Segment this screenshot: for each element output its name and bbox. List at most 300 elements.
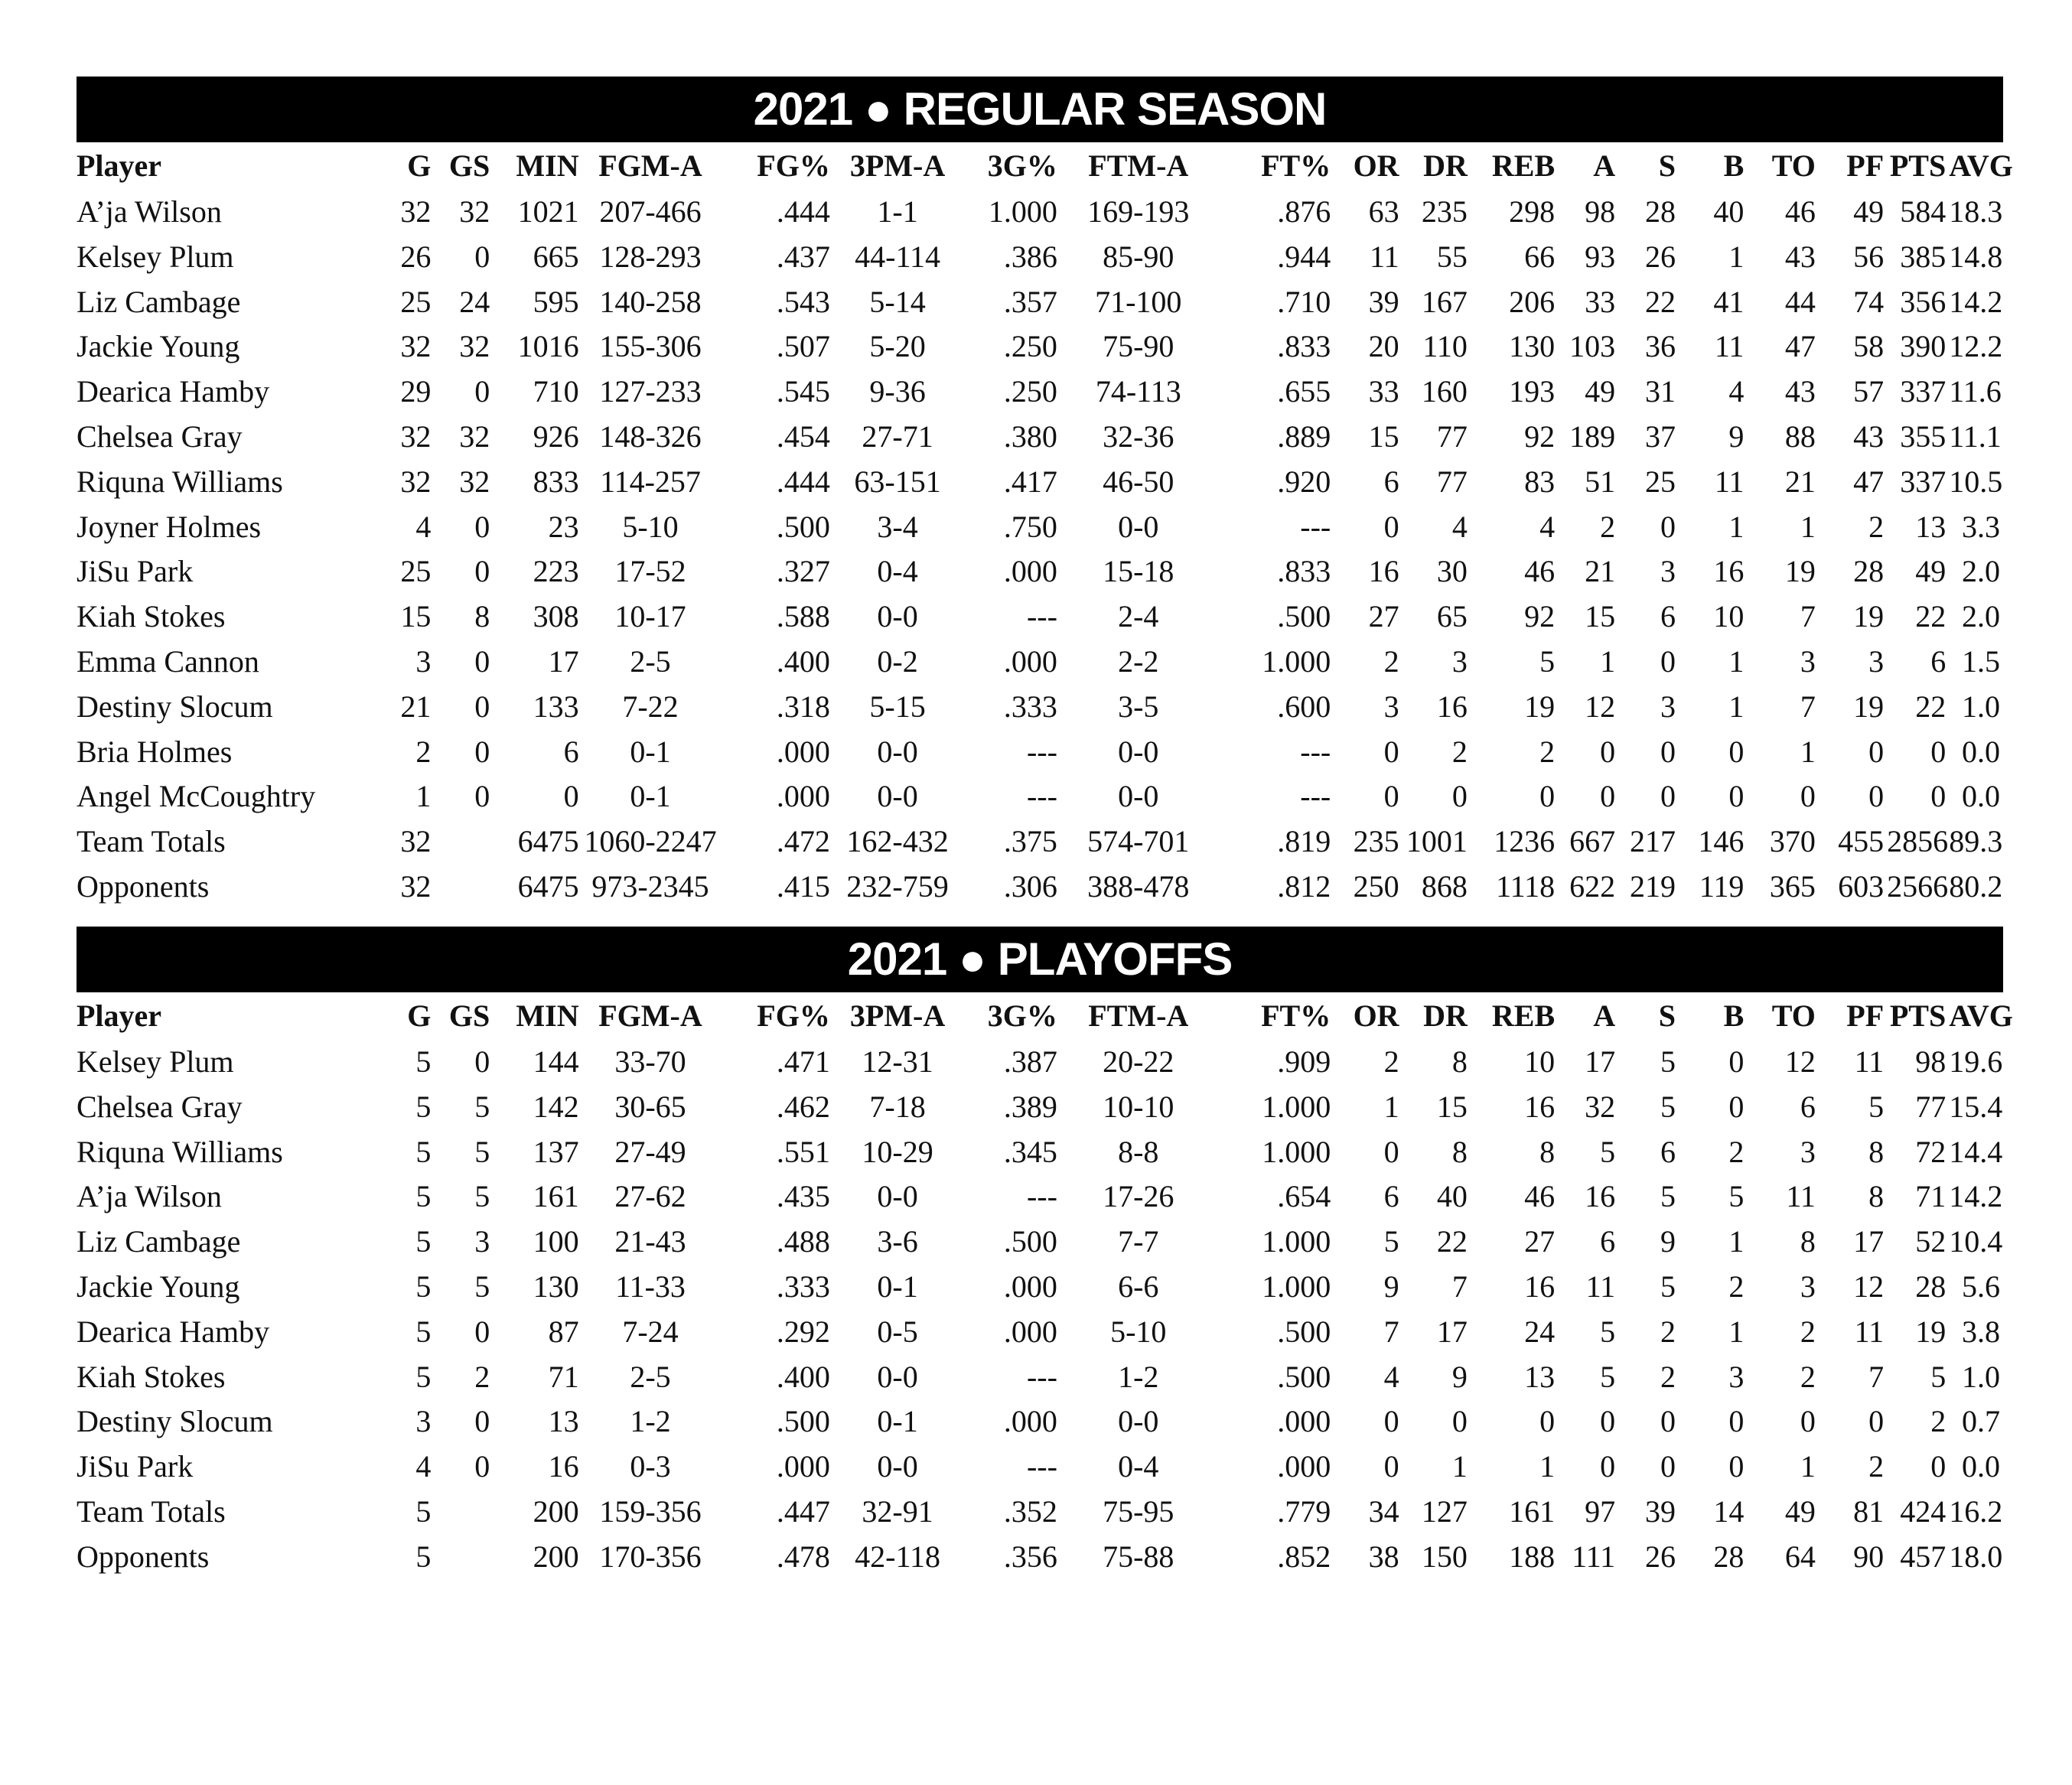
stat-cell: 36 [1645, 329, 1676, 364]
stat-cell: 1-1 [877, 194, 918, 229]
stat-cell: 64 [1784, 1539, 1816, 1574]
table-row [77, 1085, 2003, 1130]
stat-cell: 9 [1660, 1224, 1676, 1259]
stat-cell: 1 [1728, 509, 1745, 544]
stat-cell: 7 [1383, 1314, 1399, 1349]
stat-cell: 148-326 [599, 419, 702, 454]
column-header-fgm-a: FGM-A [598, 148, 702, 183]
stat-cell: 1.0 [1962, 1359, 2000, 1394]
stat-cell: 388-478 [1087, 868, 1190, 904]
stat-cell: 162-432 [846, 824, 949, 859]
stat-cell: 44-114 [855, 239, 940, 274]
stat-cell: 39 [1368, 284, 1399, 319]
stat-cell: 0-4 [877, 554, 918, 589]
stat-cell: 0 [1930, 779, 1947, 814]
stat-cell: .333 [1003, 689, 1057, 724]
stat-cell: .500 [1003, 1224, 1057, 1259]
stat-cell: .292 [776, 1314, 830, 1349]
stat-cell: 0-1 [877, 1404, 918, 1439]
stat-cell: 74-113 [1095, 374, 1181, 409]
stat-cell: 2566 [1887, 868, 1949, 904]
stat-cell: .000 [1003, 1269, 1057, 1304]
stat-cell: 3 [1451, 643, 1468, 679]
stat-cell: 1.000 [1262, 1269, 1331, 1304]
player-name-cell: Opponents [77, 868, 210, 904]
stat-cell: .444 [776, 194, 830, 229]
stat-cell: 5 [1868, 1089, 1885, 1124]
stat-cell: 87 [548, 1314, 579, 1349]
stat-cell: .400 [776, 1359, 830, 1394]
stat-cell: 7-18 [869, 1089, 926, 1124]
stat-cell: 30 [1436, 554, 1468, 589]
stat-cell: 1236 [1494, 824, 1556, 859]
stat-cell: .000 [1003, 643, 1057, 679]
stat-cell: 2-4 [1118, 599, 1159, 634]
stat-cell: .417 [1003, 464, 1057, 499]
stat-cell: 0 [1728, 1404, 1745, 1439]
player-name-cell: Jackie Young [77, 329, 240, 364]
stat-cell: 0 [1660, 734, 1676, 769]
stat-cell: 15 [1368, 419, 1399, 454]
stat-cell: 5 [415, 1179, 432, 1214]
stat-cell: .909 [1277, 1044, 1331, 1079]
stat-cell: 2856 [1887, 824, 1949, 859]
player-name-cell: Chelsea Gray [77, 419, 243, 454]
stat-cell: 28 [1713, 1539, 1745, 1574]
stat-cell: 5 [1600, 1134, 1616, 1169]
stat-cell: 3 [1660, 689, 1676, 724]
stat-cell: .889 [1277, 419, 1331, 454]
stat-cell: 2 [1539, 734, 1556, 769]
stat-cell: .750 [1003, 509, 1057, 544]
stat-cell: 1 [1800, 734, 1816, 769]
stat-cell: 30-65 [614, 1089, 686, 1124]
table-row [77, 594, 2003, 640]
table-row [77, 1174, 2003, 1220]
stat-cell: 2 [1800, 1359, 1816, 1394]
stat-cell: 0 [1868, 779, 1885, 814]
regular-season-rows [77, 190, 2003, 910]
stat-cell: 1.000 [1262, 1134, 1331, 1169]
regular-season-banner: 2021 ● REGULAR SEASON [77, 77, 2003, 142]
column-header-min: MIN [516, 148, 579, 183]
stat-cell: --- [1300, 734, 1331, 769]
stat-cell: .454 [776, 419, 830, 454]
stat-cell: .920 [1277, 464, 1331, 499]
column-header-ft-: FT% [1261, 148, 1331, 183]
stat-cell: 5 [415, 1539, 432, 1574]
stat-cell: 455 [1838, 824, 1885, 859]
stat-cell: 71 [548, 1359, 579, 1394]
stat-cell: 217 [1630, 824, 1676, 859]
stat-cell: 65 [1436, 599, 1468, 634]
stat-cell: 3 [1868, 643, 1885, 679]
stat-cell: 2 [1383, 643, 1399, 679]
stat-cell: 235 [1353, 824, 1399, 859]
table-row [77, 730, 2003, 775]
column-header-fg-: FG% [757, 998, 830, 1033]
table-row [77, 1130, 2003, 1175]
stat-cell: 0-5 [877, 1314, 918, 1349]
column-header-3pm-a: 3PM-A [849, 148, 946, 183]
table-row [77, 1535, 2003, 1580]
stat-cell: .415 [776, 868, 830, 904]
stat-cell: 16 [1524, 1269, 1556, 1304]
stat-cell: 49 [1915, 554, 1947, 589]
stat-cell: 16 [1368, 554, 1399, 589]
table-row [77, 324, 2003, 370]
stat-cell: 1.000 [1262, 1224, 1331, 1259]
stat-cell: 5 [1383, 1224, 1399, 1259]
stat-cell: 5 [415, 1134, 432, 1169]
stat-cell: 3.8 [1962, 1314, 2000, 1349]
stat-cell: 88 [1784, 419, 1816, 454]
stat-cell: 595 [533, 284, 579, 319]
player-name-cell: Joyner Holmes [77, 509, 262, 544]
stat-cell: 5-15 [869, 689, 926, 724]
stat-cell: 43 [1853, 419, 1885, 454]
stat-cell: .543 [776, 284, 830, 319]
stat-cell: 5-14 [869, 284, 926, 319]
stat-cell: 144 [533, 1044, 579, 1079]
column-header-or: OR [1353, 998, 1399, 1033]
stat-cell: 66 [1524, 239, 1556, 274]
stat-cell: 14.4 [1949, 1134, 2003, 1169]
stat-cell: 0 [474, 1044, 490, 1079]
stat-cell: 0 [1660, 1404, 1676, 1439]
stat-cell: 127-233 [599, 374, 702, 409]
stat-cell: 0-0 [1118, 734, 1159, 769]
column-header-gs: GS [448, 998, 490, 1033]
table-row [77, 280, 2003, 325]
stat-cell: 146 [1698, 824, 1745, 859]
stat-cell: 8 [1451, 1044, 1468, 1079]
column-header-avg: AVG [1949, 998, 2013, 1033]
stat-cell: 0 [474, 554, 490, 589]
player-name-cell: A’ja Wilson [77, 1179, 222, 1214]
stat-cell: 0 [1600, 1449, 1616, 1484]
stat-cell: 21 [400, 689, 432, 724]
stat-cell: 390 [1900, 329, 1947, 364]
stat-cell: 574-701 [1087, 824, 1190, 859]
table-row [77, 235, 2003, 280]
stat-cell: .876 [1277, 194, 1331, 229]
stat-cell: 0-0 [877, 1359, 918, 1394]
stat-cell: 1 [1539, 1449, 1556, 1484]
stat-cell: 1.0 [1962, 689, 2000, 724]
stat-cell: .500 [776, 509, 830, 544]
stat-cell: 97 [1585, 1493, 1616, 1529]
stat-cell: 1 [1383, 1089, 1399, 1124]
player-name-cell: Liz Cambage [77, 1224, 241, 1259]
regular-season-section [77, 77, 2013, 910]
stat-cell: 7 [1868, 1359, 1885, 1394]
column-header-row [77, 142, 2003, 190]
stat-cell: 16 [548, 1449, 579, 1484]
stat-cell: 0.0 [1962, 734, 2000, 769]
stat-cell: 356 [1900, 284, 1947, 319]
stat-cell: 7 [1800, 599, 1816, 634]
stat-cell: 2 [1451, 734, 1468, 769]
stat-cell: 5 [1600, 1359, 1616, 1394]
stat-cell: 9-36 [869, 374, 926, 409]
stat-cell: 0 [563, 779, 579, 814]
stat-cell: 16 [1713, 554, 1745, 589]
stat-cell: .000 [1277, 1449, 1331, 1484]
stat-cell: 1118 [1496, 868, 1556, 904]
stat-cell: 11 [1370, 239, 1399, 274]
column-header-avg: AVG [1949, 148, 2013, 183]
stat-cell: 28 [1853, 554, 1885, 589]
stat-cell: 2 [474, 1359, 490, 1394]
stat-cell: 5 [474, 1269, 490, 1304]
stat-cell: 37 [1645, 419, 1676, 454]
stat-cell: 4 [1383, 1359, 1399, 1394]
stat-cell: --- [1026, 1179, 1057, 1214]
stat-cell: 0 [1930, 734, 1947, 769]
stat-cell: 11 [1585, 1269, 1616, 1304]
player-name-cell: Opponents [77, 1539, 210, 1574]
stat-cell: 12 [1784, 1044, 1816, 1079]
stat-cell: 19 [1784, 554, 1816, 589]
stat-cell: 5-10 [1110, 1314, 1167, 1349]
player-name-cell: Angel McCoughtry [77, 779, 316, 814]
player-name-cell: JiSu Park [77, 554, 194, 589]
stat-cell: 1 [1728, 1224, 1745, 1259]
stat-cell: 4 [415, 1449, 432, 1484]
stat-cell: 3-5 [1118, 689, 1159, 724]
stat-cell: 31 [1645, 374, 1676, 409]
stat-cell: .588 [776, 599, 830, 634]
stat-cell: 200 [533, 1539, 579, 1574]
stat-cell: 14.8 [1949, 239, 2003, 274]
stat-cell: 8 [474, 599, 490, 634]
stat-cell: 77 [1436, 464, 1468, 499]
column-header-ftm-a: FTM-A [1088, 998, 1189, 1033]
stat-cell: 1 [1728, 239, 1745, 274]
stat-cell: 457 [1900, 1539, 1947, 1574]
stat-cell: --- [1026, 599, 1057, 634]
stat-cell: 32 [400, 329, 432, 364]
stat-cell: 130 [1509, 329, 1556, 364]
stat-cell: .500 [776, 1404, 830, 1439]
stat-cell: 0 [1539, 1404, 1556, 1439]
stat-cell: 16.2 [1949, 1493, 2003, 1529]
stat-cell: 5 [415, 1314, 432, 1349]
stat-cell: 47 [1784, 329, 1816, 364]
player-name-cell: Team Totals [77, 1493, 226, 1529]
stat-cell: 7 [1451, 1269, 1468, 1304]
stat-cell: 5-10 [622, 509, 679, 544]
stat-cell: 0 [1539, 779, 1556, 814]
player-name-cell: Jackie Young [77, 1269, 240, 1304]
player-name-cell: Liz Cambage [77, 284, 241, 319]
stat-cell: 63-151 [854, 464, 941, 499]
table-row [77, 1399, 2003, 1445]
stat-cell: 1 [1728, 643, 1745, 679]
column-header-b: B [1723, 148, 1745, 183]
stat-cell: 0-4 [1118, 1449, 1159, 1484]
stat-cell: 11.6 [1949, 374, 2002, 409]
player-name-cell: Bria Holmes [77, 734, 233, 769]
stat-cell: 2 [1660, 1314, 1676, 1349]
stat-cell: 5 [1660, 1044, 1676, 1079]
stat-cell: 83 [1524, 464, 1556, 499]
stat-cell: 3 [1800, 1269, 1816, 1304]
stat-cell: 128-293 [599, 239, 702, 274]
stat-cell: 92 [1524, 599, 1556, 634]
player-name-cell: Destiny Slocum [77, 1404, 273, 1439]
stat-cell: 2-5 [630, 1359, 671, 1394]
stat-cell: 6 [1383, 1179, 1399, 1214]
stat-cell: 46 [1784, 194, 1816, 229]
stat-cell: 18.3 [1949, 194, 2003, 229]
stat-cell: 5 [415, 1269, 432, 1304]
stat-cell: 161 [533, 1179, 579, 1214]
stat-cell: .400 [776, 643, 830, 679]
stat-cell: 2 [1728, 1134, 1745, 1169]
stat-cell: 6 [1660, 599, 1676, 634]
stat-cell: .654 [1277, 1179, 1331, 1214]
stat-cell: 27 [1524, 1224, 1556, 1259]
stat-cell: .389 [1003, 1089, 1057, 1124]
player-name-cell: Team Totals [77, 824, 226, 859]
stat-cell: 51 [1585, 464, 1616, 499]
stat-cell: 0 [1728, 1089, 1745, 1124]
stat-cell: 665 [533, 239, 579, 274]
stat-cell: 926 [533, 419, 579, 454]
column-header-pts: PTS [1889, 998, 1947, 1033]
stat-cell: 19.6 [1949, 1044, 2003, 1079]
table-row [77, 415, 2003, 460]
stat-cell: 973-2345 [591, 868, 709, 904]
stat-cell: 1.5 [1962, 643, 2000, 679]
stat-cell: .500 [1277, 599, 1331, 634]
playoffs-table [77, 992, 2013, 1580]
stat-cell: 71-100 [1095, 284, 1182, 319]
stat-cell: 15 [400, 599, 432, 634]
stat-cell: 5 [1660, 1089, 1676, 1124]
column-header-3pm-a: 3PM-A [849, 998, 946, 1033]
stat-cell: 10-10 [1103, 1089, 1174, 1124]
stat-cell: .447 [776, 1493, 830, 1529]
stat-cell: 27-71 [862, 419, 933, 454]
player-name-cell: A’ja Wilson [77, 194, 222, 229]
stat-cell: 98 [1915, 1044, 1947, 1079]
stat-cell: 5 [1600, 1314, 1616, 1349]
stat-cell: 12 [1585, 689, 1616, 724]
stat-cell: 1 [1800, 509, 1816, 544]
playoffs-banner: 2021 ● PLAYOFFS [77, 927, 2003, 992]
stat-cell: 4 [1539, 509, 1556, 544]
stat-cell: .375 [1003, 824, 1057, 859]
table-row [77, 549, 2003, 594]
stat-cell: 298 [1509, 194, 1556, 229]
stat-cell: 1016 [517, 329, 579, 364]
stat-cell: 1.000 [1262, 643, 1331, 679]
stat-cell: 98 [1585, 194, 1616, 229]
stat-cell: 32 [400, 868, 432, 904]
stat-cell: .812 [1277, 868, 1331, 904]
stat-cell: 33-70 [614, 1044, 686, 1079]
column-header-fg-: FG% [757, 148, 830, 183]
table-row [77, 460, 2003, 505]
stat-cell: 1 [1451, 1449, 1468, 1484]
stat-cell: 0 [474, 374, 490, 409]
stat-cell: 235 [1421, 194, 1468, 229]
table-row [77, 1310, 2003, 1355]
stat-cell: 155-306 [599, 329, 702, 364]
column-header-to: TO [1771, 148, 1816, 183]
stat-cell: 1 [1728, 1314, 1745, 1349]
stat-cell: .000 [1277, 1404, 1331, 1439]
column-header-g: G [407, 148, 432, 183]
stat-cell: 21 [1585, 554, 1616, 589]
column-header-pts: PTS [1889, 148, 1947, 183]
table-row [77, 1220, 2003, 1265]
stat-cell: 89.3 [1949, 824, 2003, 859]
stat-cell: 46 [1524, 554, 1556, 589]
stat-cell: .500 [1277, 1314, 1331, 1349]
column-header-pf: PF [1846, 148, 1885, 183]
stat-cell: 29 [400, 374, 432, 409]
column-header-ftm-a: FTM-A [1088, 148, 1189, 183]
stat-cell: 7-24 [622, 1314, 679, 1349]
stat-cell: 43 [1784, 239, 1816, 274]
stat-cell: 232-759 [846, 868, 949, 904]
stat-cell: .779 [1277, 1493, 1331, 1529]
stat-cell: 12-31 [862, 1044, 933, 1079]
player-name-cell: Destiny Slocum [77, 689, 273, 724]
stat-cell: 0 [474, 643, 490, 679]
stat-cell: 0-0 [877, 1449, 918, 1484]
stat-cell: 3.3 [1962, 509, 2000, 544]
table-row [77, 1445, 2003, 1490]
stat-cell: 0 [1383, 1404, 1399, 1439]
stat-cell: 57 [1853, 374, 1885, 409]
stat-cell: 2 [1800, 1314, 1816, 1349]
stat-cell: 0 [1383, 509, 1399, 544]
stat-cell: .551 [776, 1134, 830, 1169]
stat-cell: 24 [459, 284, 490, 319]
stat-cell: .387 [1003, 1044, 1057, 1079]
stat-cell: 114-257 [600, 464, 701, 499]
stat-cell: 19 [1524, 689, 1556, 724]
stat-cell: 308 [533, 599, 579, 634]
stat-cell: 110 [1422, 329, 1468, 364]
stat-cell: 3-6 [877, 1224, 918, 1259]
stat-cell: 17 [1436, 1314, 1468, 1349]
table-row [77, 819, 2003, 865]
stat-cell: 5 [415, 1089, 432, 1124]
stat-cell: 19 [1915, 1314, 1947, 1349]
stat-cell: .000 [1003, 1404, 1057, 1439]
player-name-cell: Kiah Stokes [77, 1359, 226, 1394]
column-header-g: G [407, 998, 432, 1033]
stat-cell: 7-22 [622, 689, 679, 724]
stat-cell: 39 [1645, 1493, 1676, 1529]
column-header-fgm-a: FGM-A [598, 998, 702, 1033]
stat-cell: 1 [1728, 689, 1745, 724]
stat-cell: 0 [1383, 1449, 1399, 1484]
stat-cell: 7-7 [1118, 1224, 1159, 1259]
stat-cell: 3 [1800, 643, 1816, 679]
column-header-row [77, 992, 2003, 1040]
stat-cell: 0 [1728, 779, 1745, 814]
stat-cell: 75-95 [1103, 1493, 1174, 1529]
stat-cell: 49 [1853, 194, 1885, 229]
column-header-3g-: 3G% [987, 998, 1057, 1033]
